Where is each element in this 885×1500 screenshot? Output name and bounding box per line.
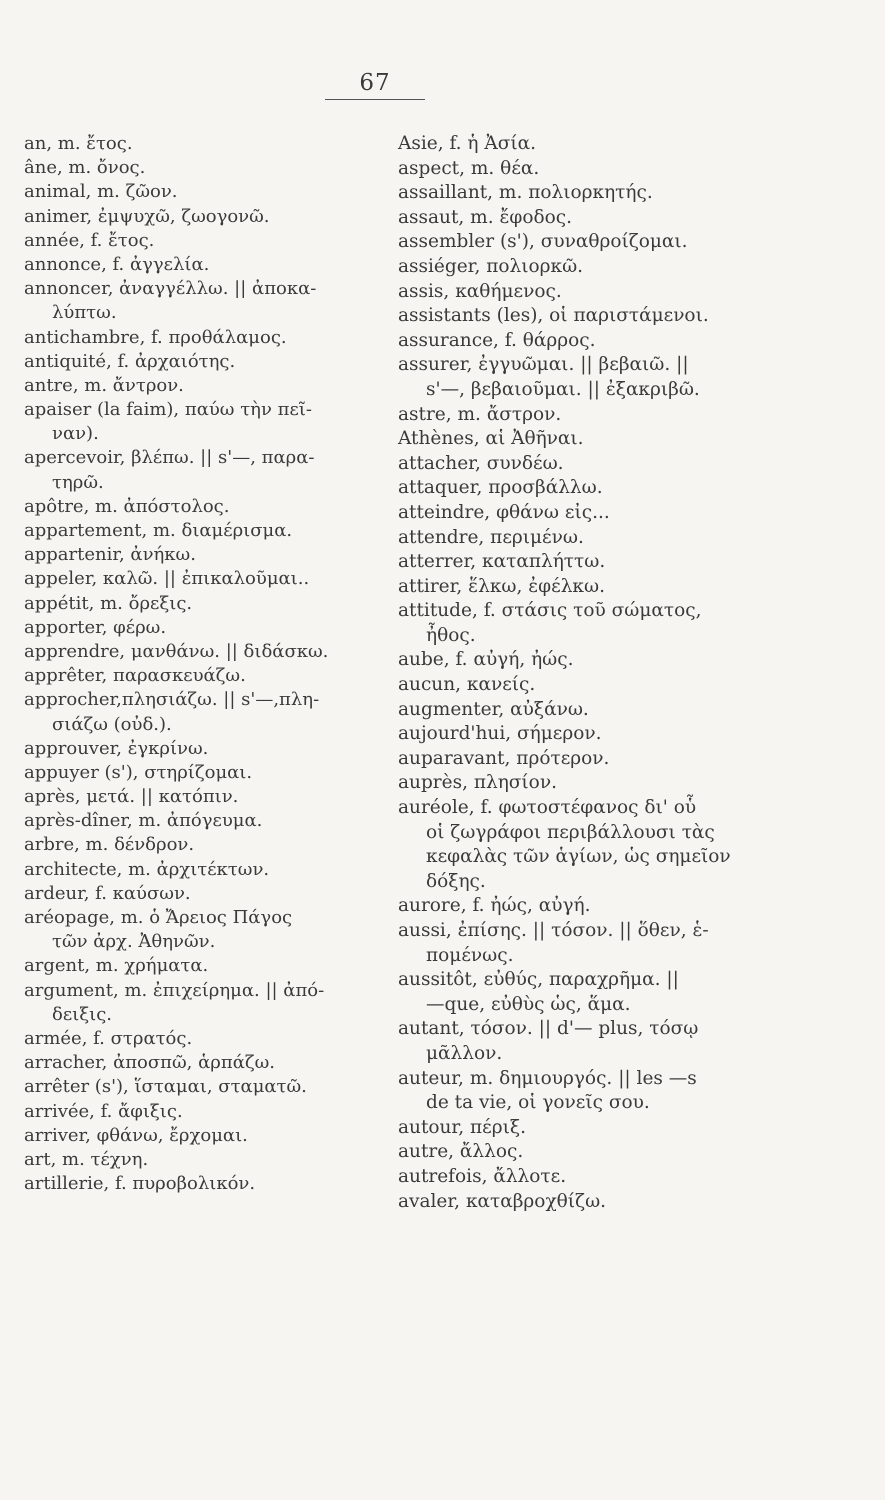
dictionary-line: antre, m. ἄντρον. bbox=[24, 374, 184, 396]
dictionary-line: animer, ἐμψυχῶ, ζωογονῶ. bbox=[24, 205, 270, 227]
dictionary-line: s'—, βεβαιοῦμαι. || ἐξακριβῶ. bbox=[426, 378, 700, 400]
dictionary-line: arbre, m. δένδρον. bbox=[24, 834, 195, 856]
dictionary-line: apprêter, παρασκευάζω. bbox=[24, 665, 246, 687]
dictionary-line: aube, f. αὐγή, ἠώς. bbox=[398, 649, 574, 671]
dictionary-line: οἱ ζωγράφοι περιβάλλουσι τὰς bbox=[426, 821, 715, 843]
dictionary-line: Asie, f. ἡ Ἀσία. bbox=[398, 133, 537, 154]
dictionary-line: apprendre, μανθάνω. || διδάσκω. bbox=[24, 640, 329, 662]
dictionary-line: artillerie, f. πυροβολικόν. bbox=[24, 1173, 256, 1195]
left-column bbox=[24, 132, 376, 1196]
dictionary-line: atteindre, φθάνω εἰς... bbox=[398, 501, 610, 523]
dictionary-line: apercevoir, βλέπω. || s'—, παρα- bbox=[24, 447, 315, 469]
dictionary-line: animal, m. ζῶον. bbox=[24, 181, 178, 203]
dictionary-line: Athènes, αἱ Ἀθῆναι. bbox=[398, 428, 584, 450]
dictionary-line: appeler, καλῶ. || ἐπικαλοῦμαι.. bbox=[24, 568, 310, 590]
header-rule bbox=[325, 99, 425, 100]
dictionary-line: assurance, f. θάρρος. bbox=[398, 329, 596, 351]
dictionary-line: τηρῶ. bbox=[52, 471, 104, 493]
dictionary-line: attitude, f. στάσις τοῦ σώματος, bbox=[398, 600, 702, 622]
dictionary-line: attacher, συνδέω. bbox=[398, 452, 564, 474]
dictionary-line: δειξις. bbox=[52, 1003, 112, 1025]
dictionary-line: ardeur, f. καύσων. bbox=[24, 882, 191, 904]
dictionary-line: assaut, m. ἔφοδος. bbox=[398, 206, 572, 228]
dictionary-line: λύπτω. bbox=[52, 302, 117, 324]
dictionary-line: augmenter, αὐξάνω. bbox=[398, 698, 589, 720]
dictionary-line: assiéger, πολιορκῶ. bbox=[398, 255, 584, 277]
dictionary-line: auréole, f. φωτοστέφανος δι' οὗ bbox=[398, 797, 697, 819]
dictionary-line: après-dîner, m. ἀπόγευμα. bbox=[24, 810, 263, 832]
dictionary-line: appartenir, ἀνήκω. bbox=[24, 544, 196, 566]
dictionary-line: σιάζω (οὐδ.). bbox=[52, 713, 172, 735]
page-number: 67 bbox=[359, 70, 391, 96]
dictionary-line: armée, f. στρατός. bbox=[24, 1027, 193, 1049]
dictionary-line: autrefois, ἄλλοτε. bbox=[398, 1165, 567, 1187]
dictionary-line: an, m. ἔτος. bbox=[24, 133, 133, 154]
dictionary-line: argument, m. ἐπιχείρημα. || ἀπό- bbox=[24, 979, 325, 1001]
dictionary-line: assis, καθήμενος. bbox=[398, 280, 562, 302]
dictionary-line: aussitôt, εὐθύς, παραχρῆμα. || bbox=[398, 969, 679, 991]
dictionary-line: arrêter (s'), ἵσταμαι, σταματῶ. bbox=[24, 1076, 307, 1098]
dictionary-line: autant, τόσον. || d'— plus, τόσῳ bbox=[398, 1018, 699, 1040]
dictionary-line: après, μετά. || κατόπιν. bbox=[24, 786, 239, 808]
dictionary-line: κεφαλὰς τῶν ἁγίων, ὡς σημεῖον bbox=[426, 846, 731, 868]
dictionary-line: assembler (s'), συναθροίζομαι. bbox=[398, 231, 688, 253]
dictionary-line: aujourd'hui, σήμερον. bbox=[398, 723, 602, 745]
dictionary-line: autre, ἄλλος. bbox=[398, 1141, 524, 1163]
dictionary-line: argent, m. χρήματα. bbox=[24, 955, 209, 977]
dictionary-line: apôtre, m. ἀπόστολος. bbox=[24, 495, 230, 517]
dictionary-line: année, f. ἔτος. bbox=[24, 229, 155, 251]
dictionary-line: antiquité, f. ἀρχαιότης. bbox=[24, 350, 236, 372]
dictionary-line: auprès, πλησίον. bbox=[398, 772, 557, 794]
dictionary-line: attendre, περιμένω. bbox=[398, 526, 584, 548]
dictionary-line: appétit, m. ὄρεξις. bbox=[24, 592, 193, 614]
dictionary-line: auteur, m. δημιουργός. || les —s bbox=[398, 1067, 697, 1089]
dictionary-line: attirer, ἕλκω, ἐφέλκω. bbox=[398, 575, 605, 597]
dictionary-line: δόξης. bbox=[426, 870, 486, 892]
dictionary-line: assistants (les), οἱ παριστάμενοι. bbox=[398, 305, 709, 327]
dictionary-line: ἦθος. bbox=[426, 624, 476, 646]
dictionary-line: aspect, m. θέα. bbox=[398, 157, 540, 179]
dictionary-line: assaillant, m. πολιορκητής. bbox=[398, 182, 653, 204]
dictionary-line: arrivée, f. ἄφιξις. bbox=[24, 1100, 183, 1122]
right-column bbox=[398, 132, 878, 1214]
dictionary-line: architecte, m. ἀρχιτέκτων. bbox=[24, 858, 270, 880]
dictionary-line: art, m. τέχνη. bbox=[24, 1148, 149, 1170]
dictionary-line: âne, m. ὄνος. bbox=[24, 157, 146, 179]
dictionary-line: —que, εὐθὺς ὡς, ἅμα. bbox=[426, 993, 631, 1015]
dictionary-line: πομένως. bbox=[426, 944, 514, 966]
dictionary-line: attaquer, προσβάλλω. bbox=[398, 477, 603, 499]
dictionary-line: astre, m. ἄστρον. bbox=[398, 403, 562, 425]
dictionary-line: arriver, φθάνω, ἔρχομαι. bbox=[24, 1124, 248, 1146]
dictionary-line: annoncer, ἀναγγέλλω. || ἀποκα- bbox=[24, 278, 317, 300]
dictionary-line: annonce, f. ἀγγελία. bbox=[24, 253, 210, 275]
dictionary-line: ναν). bbox=[52, 423, 99, 445]
dictionary-line: approcher,πλησιάζω. || s'—,πλη- bbox=[24, 689, 320, 711]
dictionary-line: atterrer, καταπλήττω. bbox=[398, 551, 606, 573]
dictionary-line: apaiser (la faim), παύω τὴν πεῖ- bbox=[24, 399, 312, 421]
dictionary-line: aréopage, m. ὁ Ἄρειος Πάγος bbox=[24, 907, 293, 928]
dictionary-line: τῶν ἀρχ. Ἀθηνῶν. bbox=[52, 931, 216, 953]
dictionary-line: aurore, f. ἠώς, αὐγή. bbox=[398, 895, 591, 917]
dictionary-line: assurer, ἐγγυῶμαι. || βεβαιῶ. || bbox=[398, 354, 689, 376]
dictionary-line: aucun, κανείς. bbox=[398, 674, 536, 696]
dictionary-line: autour, πέριξ. bbox=[398, 1116, 526, 1138]
dictionary-line: apporter, φέρω. bbox=[24, 616, 167, 638]
dictionary-line: μᾶλλον. bbox=[426, 1042, 503, 1064]
dictionary-line: aussi, ἐπίσης. || τόσον. || ὅθεν, ἑ- bbox=[398, 920, 709, 941]
dictionary-line: arracher, ἀποσπῶ, ἁρπάζω. bbox=[24, 1052, 276, 1074]
dictionary-line: antichambre, f. προθάλαμος. bbox=[24, 326, 287, 348]
dictionary-line: appuyer (s'), στηρίζομαι. bbox=[24, 761, 253, 783]
dictionary-line: appartement, m. διαμέρισμα. bbox=[24, 520, 293, 541]
dictionary-line: approuver, ἐγκρίνω. bbox=[24, 737, 209, 759]
dictionary-line: avaler, καταβροχθίζω. bbox=[398, 1190, 607, 1212]
dictionary-line: de ta vie, οἱ γονεῖς σου. bbox=[426, 1092, 650, 1114]
dictionary-line: auparavant, πρότερον. bbox=[398, 747, 610, 769]
